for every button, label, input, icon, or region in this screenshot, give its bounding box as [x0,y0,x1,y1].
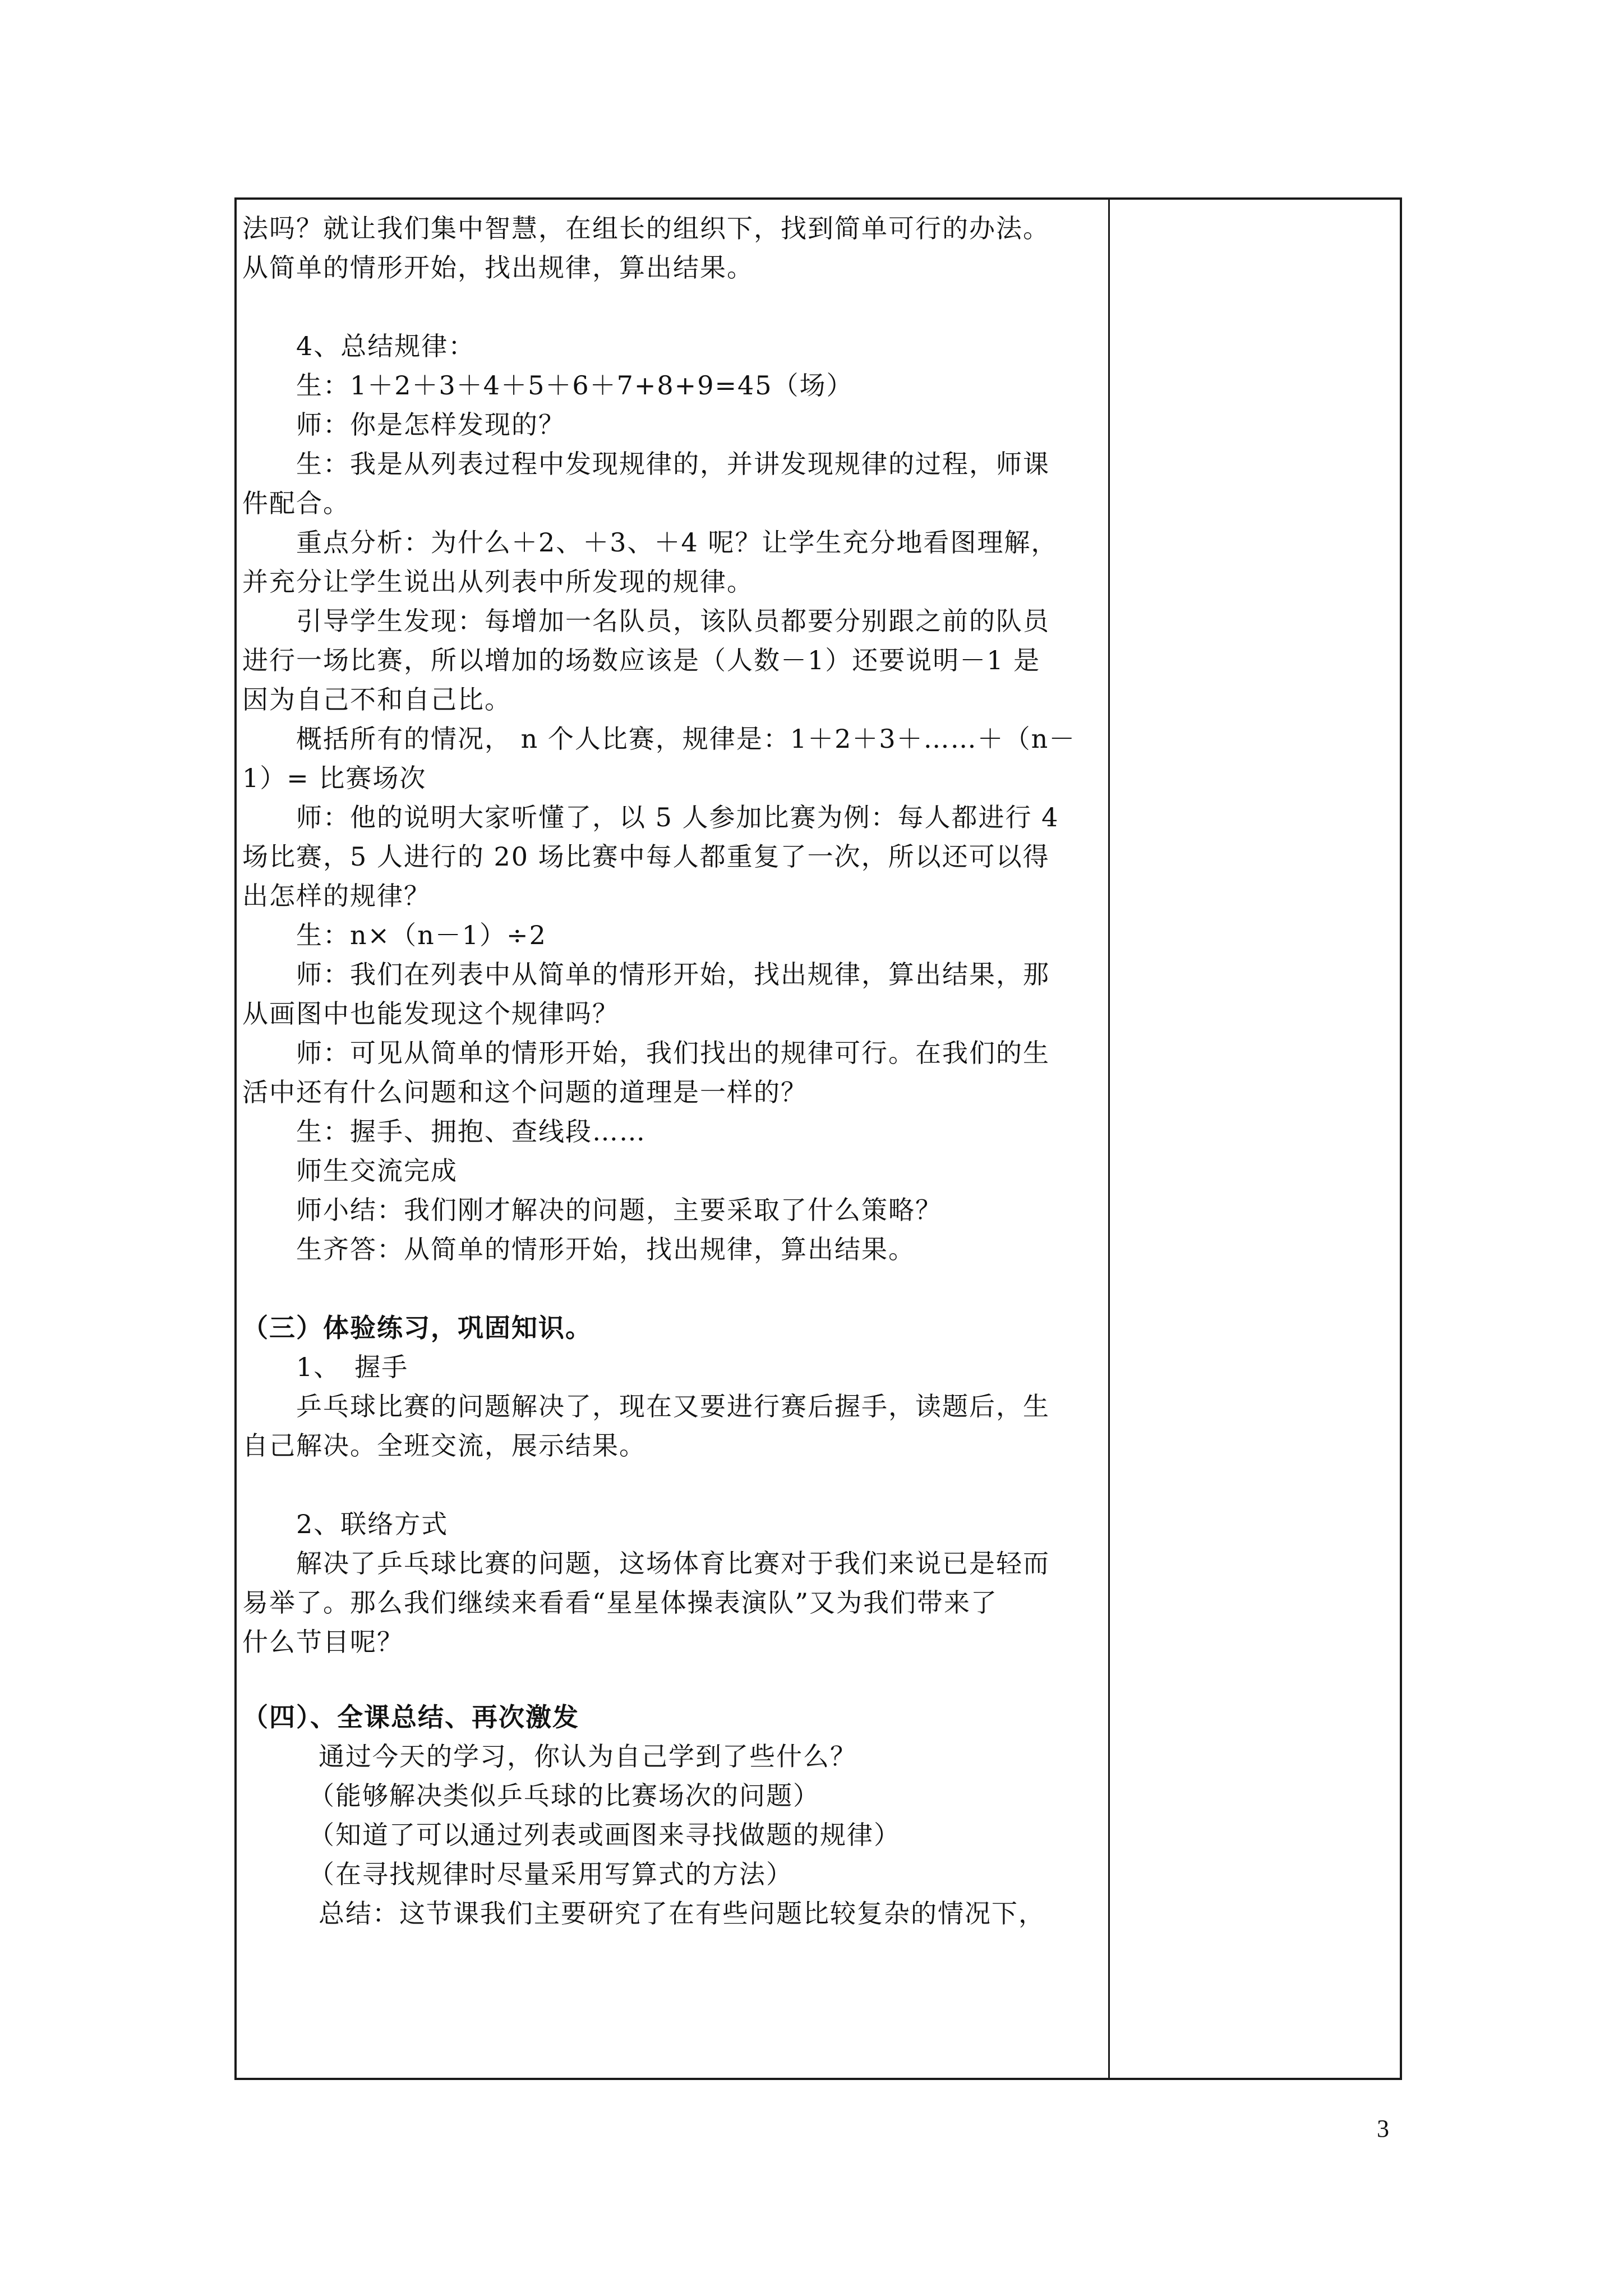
blank-line [242,287,1100,326]
lesson-plan-table [234,197,1402,2080]
page-number: 3 [1377,2115,1389,2142]
text-line: 总结：这节课我们主要研究了在有些问题比较复杂的情况下， [319,1898,1045,1929]
blank-line [242,1662,1100,1697]
text-line: 师生交流完成 [296,1156,458,1186]
text-line: 从画图中也能发现这个规律吗？ [242,999,619,1029]
text-line: 法吗？就让我们集中智慧，在组长的组织下，找到简单可行的办法。 [242,213,1050,243]
text-line: 师：我们在列表中从简单的情形开始，找出规律，算出结果，那 [296,959,1050,990]
lesson-content-cell [237,200,1106,2078]
text-line: 活中还有什么问题和这个问题的道理是一样的？ [242,1077,808,1107]
text-line: 师小结：我们刚才解决的问题，主要采取了什么策略？ [296,1195,942,1225]
notes-column-cell [1110,200,1400,2078]
text-line: 进行一场比赛，所以增加的场数应该是（人数－1）还要说明－1 是 [242,645,1041,675]
text-line: 出怎样的规律？ [242,881,431,911]
text-line: 通过今天的学习，你认为自己学到了些什么？ [319,1741,857,1772]
text-line: 生：1＋2＋3＋4＋5＋6＋7+8+9=45（场） [296,370,854,401]
text-line: 场比赛，5 人进行的 20 场比赛中每人都重复了一次，所以还可以得 [242,841,1050,872]
text-line: （在寻找规律时尽量采用写算式的方法） [308,1859,793,1889]
text-line: 师：可见从简单的情形开始，我们找出的规律可行。在我们的生 [296,1038,1050,1068]
text-line: 乒乓球比赛的问题解决了，现在又要进行赛后握手，读题后，生 [296,1391,1050,1421]
text-line: 并充分让学生说出从列表中所发现的规律。 [242,567,754,597]
section-heading: 2、联络方式 [296,1509,449,1539]
blank-line [242,1465,1100,1504]
section-heading: （四）、全课总结、再次激发 [242,1702,579,1732]
text-line: 因为自己不和自己比。 [242,684,511,715]
text-line: 1）= 比赛场次 [242,763,427,793]
text-line: 生：我是从列表过程中发现规律的，并讲发现规律的过程，师课 [296,449,1050,479]
text-line: 从简单的情形开始，找出规律，算出结果。 [242,252,754,283]
text-line: 易举了。那么我们继续来看看“星星体操表演队”又为我们带来了 [242,1588,998,1618]
text-line: （能够解决类似乒乓球的比赛场次的问题） [308,1780,820,1811]
text-line: 解决了乒乓球比赛的问题，这场体育比赛对于我们来说已是轻而 [296,1548,1050,1579]
text-line: 师：你是怎样发现的？ [296,409,565,440]
text-line: 生齐答：从简单的情形开始，找出规律，算出结果。 [296,1234,915,1264]
text-line: 生：n×（n－1）÷2 [296,920,547,950]
text-line: 师：他的说明大家听懂了，以 5 人参加比赛为例：每人都进行 4 [296,802,1059,832]
text-line: （知道了可以通过列表或画图来寻找做题的规律） [308,1820,901,1850]
text-line: 什么节目呢？ [242,1627,404,1657]
text-line: 件配合。 [242,488,350,518]
section-heading: （三）体验练习，巩固知识。 [242,1313,592,1343]
blank-line [242,1269,1100,1308]
text-line: 概括所有的情况， n 个人比赛，规律是：1＋2＋3＋……＋（n－ [296,724,1076,754]
text-line: 引导学生发现：每增加一名队员，该队员都要分别跟之前的队员 [296,606,1050,636]
section-heading: 4、总结规律： [296,331,476,361]
text-line: 1、 握手 [296,1352,409,1382]
text-line: 重点分析：为什么＋2、＋3、＋4 呢？让学生充分地看图理解， [296,527,1058,558]
text-line: 自己解决。全班交流，展示结果。 [242,1430,646,1461]
text-line: 生：握手、拥抱、查线段…… [296,1116,646,1147]
